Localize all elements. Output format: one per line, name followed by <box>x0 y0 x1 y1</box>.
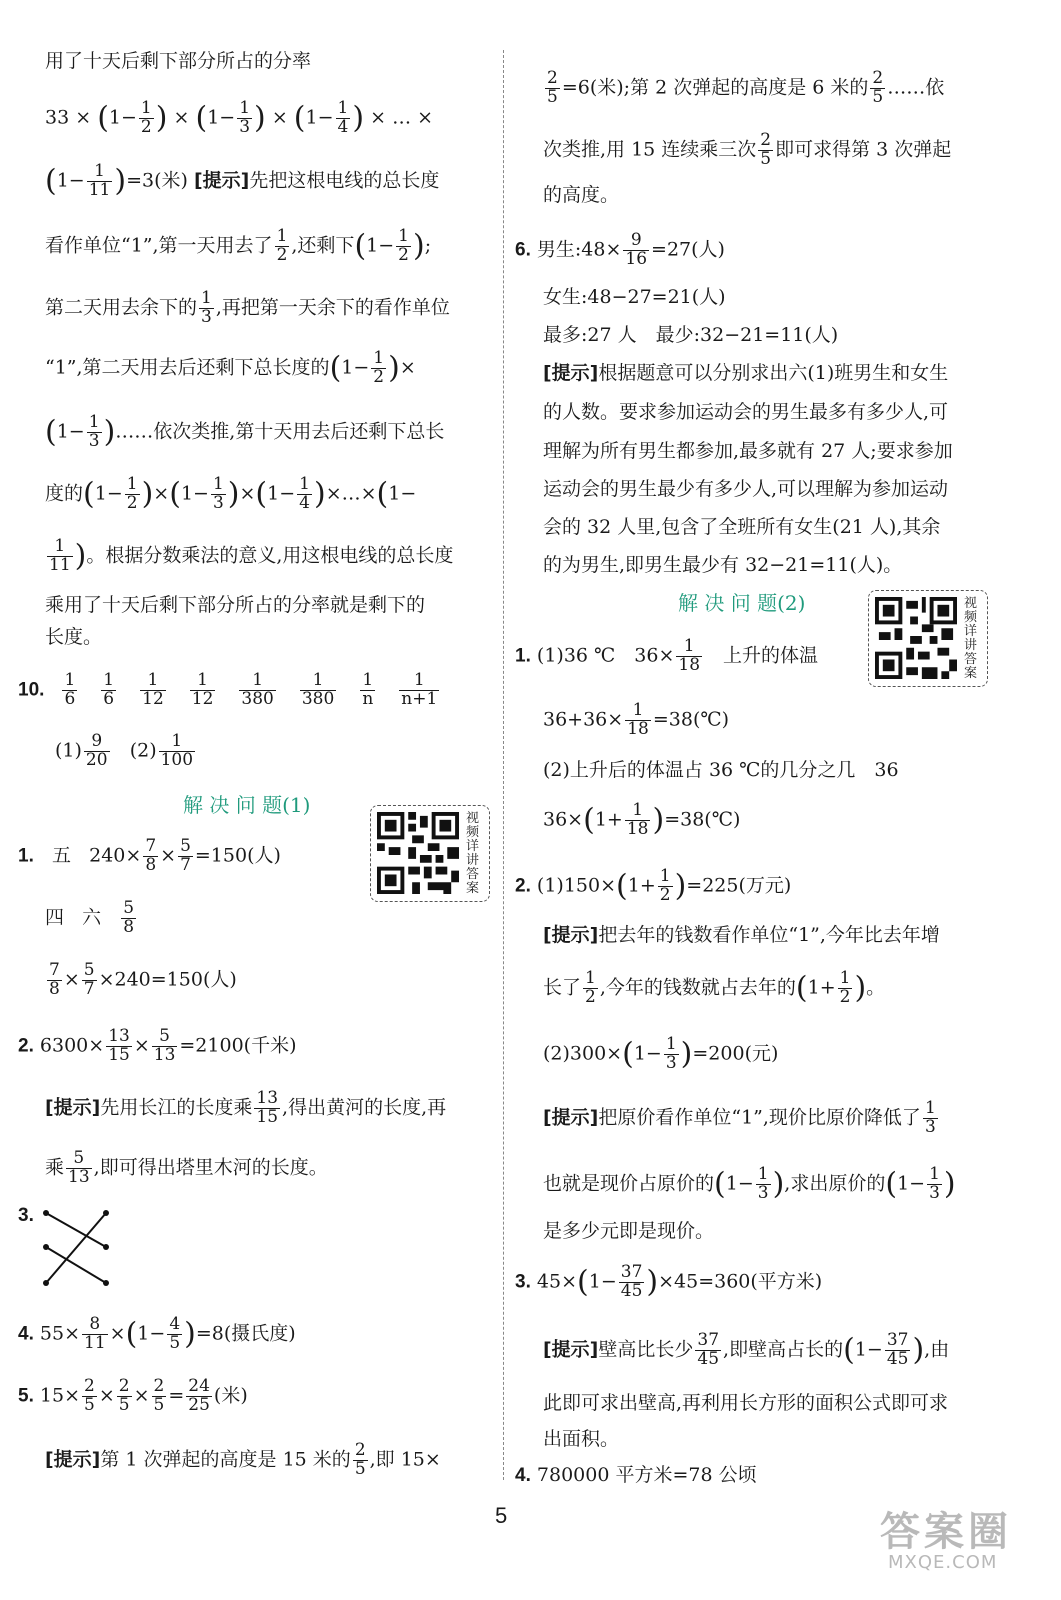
section-title: 解 决 问 题(1) <box>183 793 311 817</box>
section-title: 解 决 问 题(2) <box>678 591 806 615</box>
matching-lines-diagram <box>38 1205 118 1290</box>
text-line: 次类推,用 15 连续乘三次 $\frac{2}{5}$ 即可求得第 3 次弹起 <box>543 130 952 169</box>
watermark-logo: 答案圈 <box>880 1509 1012 1555</box>
answer-fraction: $\frac{1}{n}$ <box>362 670 374 709</box>
problem-5: 5. 15× $\frac{2}{5}$ × $\frac{2}{5}$ × $\frac{2}{5}$ = $\frac{24}{25}$ (米) <box>18 1376 248 1415</box>
text-line: 理解为所有男生都参加,最多就有 27 人;要求参加 <box>543 440 953 462</box>
problem-5-hint: [提示]第 1 次弹起的高度是 15 米的 $\frac{2}{5}$ ,即 15× <box>45 1440 441 1479</box>
text-line: 乘用了十天后剩下部分所占的分率就是剩下的 <box>45 594 426 616</box>
problem-2-hint: [提示]先用长江的长度乘 $\frac{13}{15}$ ,得出黄河的长度,再 <box>45 1088 447 1127</box>
watermark-url: MXQE.COM <box>888 1552 998 1573</box>
text-line: 用了十天后剩下部分所占的分率 <box>45 50 312 72</box>
text-line: 看作单位“1”,第一天用去了 $\frac{1}{2}$ ,还剩下(1− $\frac{1}{2}$ ); <box>45 226 432 265</box>
text-line: 的高度。 <box>543 184 620 206</box>
problem-1: 1. 五 240× $\frac{7}{8}$ × $\frac{5}{7}$ =150(人) <box>18 836 281 875</box>
text-line: $\frac{2}{5}$ =6(米);第 2 次弹起的高度是 6 米的 $\frac{2}{5}$ ……依 <box>547 68 945 107</box>
problem-s2-2: 2. (1)150×(1+ $\frac{1}{2}$ )=225(万元) <box>515 866 792 905</box>
column-divider <box>503 50 504 1480</box>
question-10 <box>18 672 451 709</box>
page-number: 5 <box>495 1503 508 1528</box>
answer-fraction: $\frac{1}{12}$ <box>142 670 164 709</box>
qr-code-icon <box>377 812 459 894</box>
hint-label: [提示] <box>193 169 250 192</box>
problem-2: 2. 6300× $\frac{13}{15}$ × $\frac{5}{13}$ =2100(千米) <box>18 1026 297 1065</box>
qr-code[interactable] <box>370 805 490 902</box>
answer-fraction: $\frac{1}{6}$ <box>64 670 76 709</box>
text-line: 长了 $\frac{1}{2}$ ,今年的钱数就占去年的(1+ $\frac{1}{2}$ )。 <box>543 968 886 1007</box>
answer-fraction: $\frac{1}{6}$ <box>103 670 115 709</box>
question-number: 10. <box>18 679 45 701</box>
fraction-list <box>50 670 451 709</box>
text-line: 会的 32 人里,包含了全班所有女生(21 人),其余 <box>543 516 941 538</box>
text-line: 36×(1+ $\frac{1}{18}$ )=38(℃) <box>543 800 741 839</box>
watermark <box>870 1500 1030 1595</box>
problem-s2-3: 3. 45×(1− $\frac{37}{45}$ )×45=360(平方米) <box>515 1262 823 1301</box>
text-line: (1− $\frac{1}{3}$ )……依次类推,第十天用去后还剩下总长 <box>45 412 445 451</box>
answer-fraction: $\frac{1}{12}$ <box>191 670 214 709</box>
problem-3: 3. <box>18 1205 34 1226</box>
qr-label: 视频详讲答案 <box>964 596 978 681</box>
text-line: 度的(1− $\frac{1}{2}$ )×(1− $\frac{1}{3}$ )×(1− $\frac{1}{4}$ )×…×(1− <box>45 474 417 513</box>
problem-s2-1: 1. (1)36 ℃ 36× $\frac{1}{18}$ 上升的体温 <box>515 636 819 675</box>
text-line: 也就是现价占原价的(1− $\frac{1}{3}$ ),求出原价的(1− $\frac{1}{3}$ ) <box>543 1164 956 1203</box>
text-line: 长度。 <box>45 626 103 648</box>
problem-1-line3: $\frac{7}{8}$ × $\frac{5}{7}$ ×240=150(人) <box>49 960 237 999</box>
text-line: 女生:48−27=21(人) <box>543 286 726 308</box>
qr-code[interactable] <box>868 590 988 687</box>
text-line: 的为男生,即男生最少有 32−21=11(人)。 <box>543 554 903 576</box>
hint-line: [提示]把原价看作单位“1”,现价比原价降低了 $\frac{1}{3}$ <box>543 1098 936 1137</box>
text-line: 出面积。 <box>543 1428 620 1450</box>
text-line: $\frac{1}{11}$ )。根据分数乘法的意义,用这根电线的总长度 <box>49 536 454 575</box>
answer-fraction: $\frac{1}{380}$ <box>241 670 274 709</box>
hint-line: [提示]根据题意可以分别求出六(1)班男生和女生 <box>543 362 949 384</box>
problem-2-hint-line2: 乘 $\frac{5}{13}$ ,即可得出塔里木河的长度。 <box>45 1148 328 1187</box>
formula-line: (1− $\frac{1}{11}$ )=3(米) [提示]先把这根电线的总长度 <box>45 161 440 200</box>
problem-s2-4: 4. 780000 平方米=78 公顷 <box>515 1464 757 1486</box>
text-line: (2)上升后的体温占 36 ℃的几分之几 36 <box>543 759 899 781</box>
text-line: 运动会的男生最少有多少人,可以理解为参加运动 <box>543 478 949 500</box>
formula-line: 33 × (1− $\frac{1}{2}$ ) × (1− $\frac{1}{3}$ ) × (1− $\frac{1}{4}$ ) × … × <box>45 98 434 137</box>
problem-1-line2: 四 六 $\frac{5}{8}$ <box>45 898 135 937</box>
text-line: 是多少元即是现价。 <box>543 1220 715 1242</box>
qr-code-icon <box>875 597 957 679</box>
qr-label: 视频详讲答案 <box>466 811 480 896</box>
hint-line: [提示]壁高比长少 $\frac{37}{45}$ ,即壁高占长的(1− $\frac{37}{45}$ ),由 <box>543 1330 950 1369</box>
answer-fraction: $\frac{1}{n+1}$ <box>401 670 438 709</box>
text-line: (2)300×(1− $\frac{1}{3}$ )=200(元) <box>543 1034 779 1073</box>
text-line: 此即可求出壁高,再利用长方形的面积公式即可求 <box>543 1392 949 1414</box>
question-10-subanswers: (1) $\frac{9}{20}$ (2) $\frac{1}{100}$ <box>55 731 194 770</box>
text-line: “1”,第二天用去后还剩下总长度的(1− $\frac{1}{2}$ )× <box>45 348 416 387</box>
problem-4: 4. 55× $\frac{8}{11}$ ×(1− $\frac{4}{5}$ )=8(摄氏度) <box>18 1314 296 1353</box>
answer-fraction: $\frac{1}{380}$ <box>301 670 335 709</box>
hint-line: [提示]把去年的钱数看作单位“1”,今年比去年增 <box>543 924 940 946</box>
text-line: 最多:27 人 最少:32−21=11(人) <box>543 324 839 346</box>
problem-6: 6. 男生:48× $\frac{9}{16}$ =27(人) <box>515 230 725 269</box>
text-line: 第二天用去余下的 $\frac{1}{3}$ ,再把第一天余下的看作单位 <box>45 288 450 327</box>
text-line: 的人数。要求参加运动会的男生最多有多少人,可 <box>543 401 949 423</box>
text-line: 36+36× $\frac{1}{18}$ =38(℃) <box>543 700 730 739</box>
